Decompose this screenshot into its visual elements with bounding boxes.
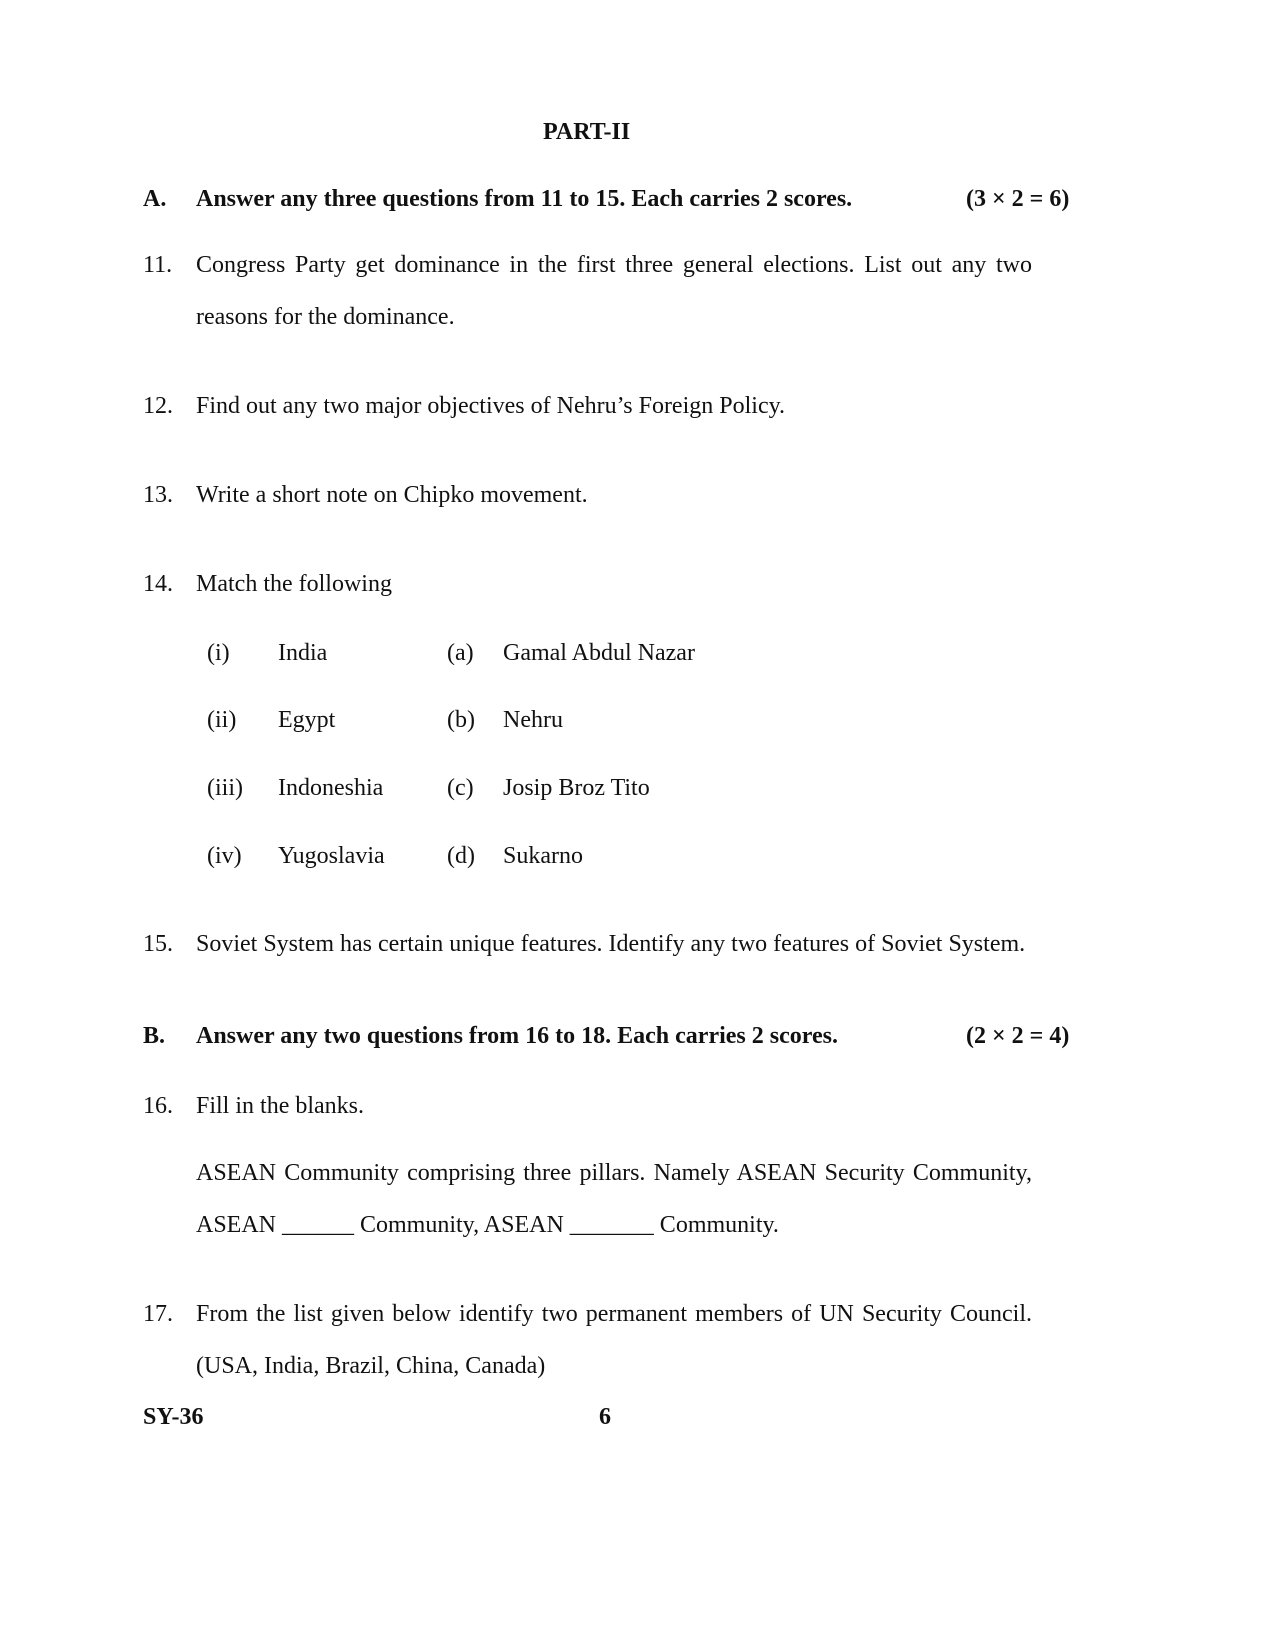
section-a-letter: A. [143,186,167,212]
q14-text: Match the following [196,571,392,597]
q15-text: Soviet System has certain unique features. Identify any two features of Soviet System. [196,931,1026,957]
q17-number: 17. [143,1301,173,1327]
q16-line2: ASEAN ______ Community, ASEAN _______ Community. [196,1212,779,1238]
match-leader: Gamal Abdul Nazar [503,640,695,666]
q11-line1: Congress Party get dominance in the first three general elections. List out any two [196,252,1032,278]
q13-text: Write a short note on Chipko movement. [196,482,588,508]
match-leader: Sukarno [503,843,583,869]
q11-line2: reasons for the dominance. [196,304,455,330]
section-b-letter: B. [143,1023,166,1049]
match-letter: (b) [447,707,475,733]
q15-number: 15. [143,931,173,957]
match-leader: Nehru [503,707,563,733]
q14-number: 14. [143,571,173,597]
match-country: Indoneshia [278,775,384,801]
match-country: Egypt [278,707,336,733]
q16-text: Fill in the blanks. [196,1093,364,1119]
match-letter: (a) [447,640,474,666]
section-b-marks: (2 × 2 = 4) [966,1023,1070,1049]
footer-code: SY-36 [143,1404,204,1430]
q11-number: 11. [143,252,173,278]
q13-number: 13. [143,482,173,508]
q16-number: 16. [143,1093,173,1119]
section-a-marks: (3 × 2 = 6) [966,186,1070,212]
q12-number: 12. [143,393,173,419]
match-country: India [278,640,328,666]
q12-text: Find out any two major objectives of Nehru’s Foreign Policy. [196,393,786,419]
match-roman: (iv) [207,843,242,869]
match-roman: (ii) [207,707,237,733]
match-letter: (d) [447,843,475,869]
part-title: PART-II [543,119,631,145]
match-roman: (i) [207,640,230,666]
q16-line1: ASEAN Community comprising three pillars. Namely ASEAN Security Community, [196,1160,1032,1186]
match-leader: Josip Broz Tito [503,775,650,801]
match-country: Yugoslavia [278,843,385,869]
page-number: 6 [599,1404,611,1430]
section-b-instruction: Answer any two questions from 16 to 18. Each carries 2 scores. [196,1023,838,1049]
section-a-instruction: Answer any three questions from 11 to 15. Each carries 2 scores. [196,186,853,212]
q17-line1: From the list given below identify two permanent members of UN Security Council. [196,1301,1032,1327]
match-letter: (c) [447,775,474,801]
match-roman: (iii) [207,775,243,801]
q17-line2: (USA, India, Brazil, China, Canada) [196,1353,546,1379]
